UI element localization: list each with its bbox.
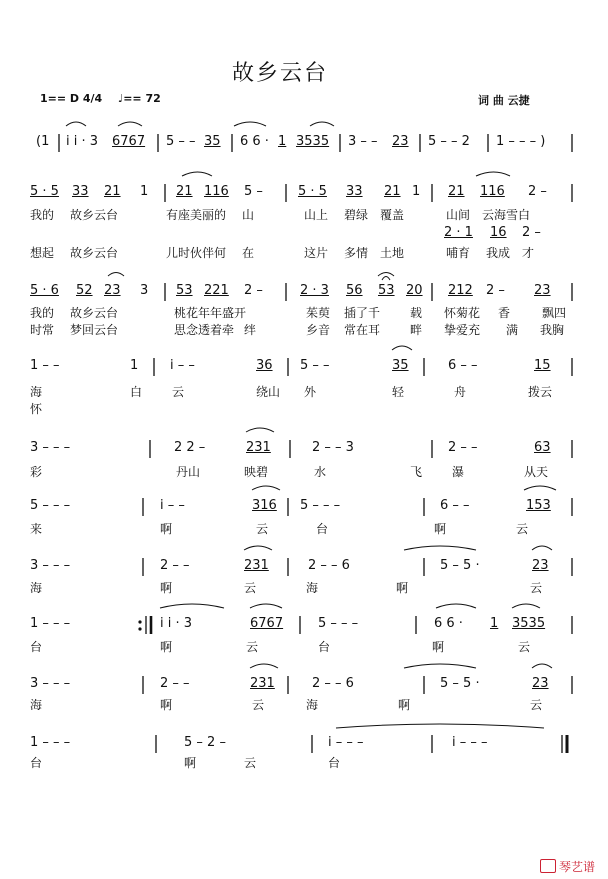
note-group: 3 – – – [30, 440, 71, 455]
lyric-word: 常在耳 [344, 323, 381, 337]
repeat-dot [138, 627, 141, 630]
lyric-word: 拨云 [528, 385, 553, 399]
lyric-word: 绕山 [256, 385, 281, 399]
song-title: 故乡云台 [232, 61, 329, 86]
lyric-word: 台 [30, 756, 43, 770]
note-group: 1 [140, 184, 149, 199]
note-group: i i · 3 [66, 134, 99, 149]
lyric-word: 挚爱充 [444, 323, 481, 337]
note-group: 15 [534, 358, 551, 373]
lyric-word: 云 [530, 581, 543, 595]
lyric-word: 多情 [344, 246, 369, 260]
note-group: 116 [480, 184, 505, 199]
note-group: 6 – – [448, 358, 478, 373]
slur [234, 122, 266, 126]
note-group: 53 [378, 283, 395, 298]
note-group: 21 [104, 184, 121, 199]
note-group: 153 [526, 498, 551, 513]
note-group: 21 [384, 184, 401, 199]
lyric-word: 插了千 [344, 306, 381, 320]
note-group: 5 – [244, 184, 263, 199]
lyric-word: 我的 [30, 208, 55, 222]
note-group: 3 [140, 283, 149, 298]
note-group: i – – – [328, 735, 364, 750]
lyric-word: 云海雪白 [482, 208, 531, 222]
key-signature: 1== D 4/4 [40, 92, 103, 105]
lyric-word: 桃花年年盛开 [174, 306, 247, 320]
lyric-word: 哺育 [446, 246, 471, 260]
lyric-word: 思念透着牵 [174, 323, 235, 337]
slurs [66, 122, 556, 728]
watermark [540, 858, 595, 875]
note-group: 1 [490, 616, 499, 631]
lyric-word: 外 [304, 385, 317, 399]
slur [378, 273, 394, 277]
note-group: 5 · 5 [298, 184, 327, 199]
lyric-word: 白 [130, 385, 143, 399]
lyric-word: 舟 [454, 385, 467, 399]
slur [532, 664, 552, 668]
slur [476, 172, 510, 176]
note-group: 5 – – – [30, 498, 71, 513]
note-group: 3 – – – [30, 676, 71, 691]
note-group: 35 [392, 358, 409, 373]
slur [310, 122, 334, 126]
barlines [59, 134, 572, 753]
slur [336, 724, 544, 728]
note-group: 1 – – – [30, 735, 71, 750]
lyric-word: 云 [530, 698, 543, 712]
lyric-word: 云 [244, 581, 257, 595]
note-group: 1 [278, 134, 287, 149]
repeat-dot [138, 620, 141, 623]
lyric-word: 啊 [432, 640, 445, 654]
slur [66, 122, 86, 126]
slur [108, 273, 124, 277]
slur [250, 604, 282, 608]
lyric-word: 畔 [410, 323, 423, 337]
lyric-word: 海 [30, 581, 43, 595]
note-group: 1 [130, 358, 139, 373]
slur [512, 604, 540, 608]
note-group: 1 – – – ) [496, 134, 546, 149]
note-group: 52 [76, 283, 93, 298]
watermark-text: 琴艺谱 [559, 860, 596, 874]
lyric-word: 云 [518, 640, 531, 654]
lyric-word: 满 [506, 323, 519, 337]
lyric-word: 山 [242, 208, 255, 222]
note-group: 1 – – [30, 358, 60, 373]
note-group: 2 – – 6 [312, 676, 354, 691]
note-group: 6 6 · [434, 616, 463, 631]
lyric-word: 云 [516, 522, 529, 536]
lyric-word: 啊 [160, 581, 173, 595]
note-group: 2 – – [448, 440, 478, 455]
lyric-word: 啊 [184, 756, 197, 770]
lyric-word: 我的 [30, 306, 55, 320]
note-group: 23 [532, 558, 549, 573]
lyric-word: 彩 [30, 465, 43, 479]
lyric-word: 海 [306, 698, 319, 712]
lyric-word: 啊 [396, 581, 409, 595]
fermata-mark [382, 277, 390, 281]
note-group: 56 [346, 283, 363, 298]
lyric-word: 香 [498, 306, 511, 320]
lyric-word: 这片 [304, 246, 329, 260]
note-group: 23 [104, 283, 121, 298]
note-group: 5 · 6 [30, 283, 59, 298]
note-group: i – – [170, 358, 195, 373]
lyric-word: 才 [522, 246, 535, 260]
lyric-word: 云 [244, 756, 257, 770]
lyric-word: 故乡云台 [70, 246, 119, 260]
note-group: 316 [252, 498, 277, 513]
slur [392, 346, 412, 350]
note-group: 63 [534, 440, 551, 455]
note-group: 21 [448, 184, 465, 199]
lyric-word: 轻 [392, 385, 405, 399]
lyric-word: 啊 [160, 640, 173, 654]
note-group: 2 – – 3 [312, 440, 354, 455]
note-group: 5 – – [300, 358, 330, 373]
lyric-word: 台 [328, 756, 341, 770]
note-group: 6 6 · [240, 134, 269, 149]
slur [404, 546, 476, 550]
lyric-word: 我成 [486, 246, 511, 260]
note-group: 5 – 5 · [440, 558, 480, 573]
note-group: 231 [246, 440, 271, 455]
lyric-word: 啊 [434, 522, 447, 536]
lyric-word: 有座美丽的 [166, 208, 227, 222]
note-group: 5 – – – [318, 616, 359, 631]
lyric-word: 丹山 [176, 465, 201, 479]
note-group: 2 2 – [174, 440, 206, 455]
slur [250, 664, 278, 668]
lyric-word: 啊 [398, 698, 411, 712]
lyric-word: 故乡云台 [70, 208, 119, 222]
slur [404, 664, 476, 668]
credits: 词 曲 云捷 [478, 94, 530, 107]
lyric-word: 绊 [244, 323, 257, 337]
note-group: 2 – [522, 225, 541, 240]
slur [436, 604, 476, 608]
note-group: 2 – [244, 283, 263, 298]
lyric-word: 儿时伙伴何 [166, 246, 227, 260]
note-group: (1 [36, 134, 50, 149]
lyric-word: 乡音 [306, 323, 331, 337]
note-group: 231 [244, 558, 269, 573]
note-group: 2 – – [160, 558, 190, 573]
lyric-word: 覆盖 [380, 208, 405, 222]
note-group: 3535 [296, 134, 330, 149]
note-group: 33 [72, 184, 89, 199]
slur [244, 546, 272, 550]
lyric-word: 从天 [524, 465, 549, 479]
lyric-word: 时常 [30, 323, 55, 337]
slur [252, 486, 280, 490]
lyric-word: 故乡云台 [70, 306, 119, 320]
note-group: 116 [204, 184, 229, 199]
note-group: 5 – – 2 [428, 134, 470, 149]
note-group: 3 – – [348, 134, 378, 149]
note-group: 53 [176, 283, 193, 298]
note-group: 6767 [250, 616, 284, 631]
note-group: 3535 [512, 616, 546, 631]
lyric-word: 啊 [160, 698, 173, 712]
note-group: 2 – [528, 184, 547, 199]
lyric-word: 怀菊花 [444, 306, 481, 320]
lyric-word: 土地 [380, 246, 405, 260]
lyric-word: 水 [314, 465, 327, 479]
lyric-word: 在 [242, 246, 255, 260]
lyric-word: 云 [252, 698, 265, 712]
lyric-word: 飘四 [542, 306, 567, 320]
lyric-word: 怀 [30, 402, 43, 416]
note-group: i i · 3 [160, 616, 193, 631]
lyric-word: 海 [306, 581, 319, 595]
note-group: 1 – – – [30, 616, 71, 631]
lyric-word: 云 [246, 640, 259, 654]
note-group: 23 [532, 676, 549, 691]
note-group: 5 – 2 – [184, 735, 226, 750]
slur [532, 546, 552, 550]
note-group: 212 [448, 283, 473, 298]
lyric-word: 载 [410, 306, 423, 320]
lyric-word: 啊 [160, 522, 173, 536]
note-group: 2 – – [160, 676, 190, 691]
note-group: 2 · 3 [300, 283, 329, 298]
slur [118, 122, 142, 126]
lyric-word: 瀑 [452, 465, 465, 479]
lyric-word: 来 [30, 522, 43, 536]
note-group: 23 [392, 134, 409, 149]
note-group: 2 – – 6 [308, 558, 350, 573]
lyric-word: 飞 [410, 465, 423, 479]
lyric-word: 山间 [446, 208, 471, 222]
note-group: 221 [204, 283, 229, 298]
note-group: i – – [160, 498, 185, 513]
tempo-marking: ♩== 72 [118, 92, 161, 105]
note-group: 5 – 5 · [440, 676, 480, 691]
lyric-word: 云 [172, 385, 185, 399]
lyric-word: 梦回云台 [70, 323, 119, 337]
note-group: 5 – – [166, 134, 196, 149]
lyric-word: 映碧 [244, 465, 269, 479]
lyric-word: 台 [318, 640, 331, 654]
lyric-word: 台 [316, 522, 329, 536]
lyric-word: 想起 [30, 246, 55, 260]
note-group: 2 – [486, 283, 505, 298]
note-group: 21 [176, 184, 193, 199]
note-group: 3 – – – [30, 558, 71, 573]
lyric-word: 碧绿 [344, 208, 369, 222]
note-group: 2 · 1 [444, 225, 473, 240]
lyric-word: 海 [30, 385, 43, 399]
slur [246, 428, 274, 432]
note-group: 35 [204, 134, 221, 149]
note-group: 20 [406, 283, 423, 298]
lyric-word: 云 [256, 522, 269, 536]
note-group: 16 [490, 225, 507, 240]
note-group: 33 [346, 184, 363, 199]
lyric-word: 茱萸 [306, 306, 331, 320]
note-group: 36 [256, 358, 273, 373]
note-group: 6767 [112, 134, 146, 149]
lyric-word: 山上 [304, 208, 329, 222]
lyric-word: 台 [30, 640, 43, 654]
note-group: 6 – – [440, 498, 470, 513]
lyric-word: 海 [30, 698, 43, 712]
note-group: 5 · 5 [30, 184, 59, 199]
slur [182, 172, 212, 176]
note-group: 1 [412, 184, 421, 199]
slur [524, 486, 556, 490]
note-group: i – – – [452, 735, 488, 750]
slur [160, 604, 224, 608]
lyric-word: 我胸 [540, 323, 565, 337]
note-group: 23 [534, 283, 551, 298]
note-group: 231 [250, 676, 275, 691]
watermark-logo-icon [540, 859, 556, 873]
note-group: 5 – – – [300, 498, 341, 513]
